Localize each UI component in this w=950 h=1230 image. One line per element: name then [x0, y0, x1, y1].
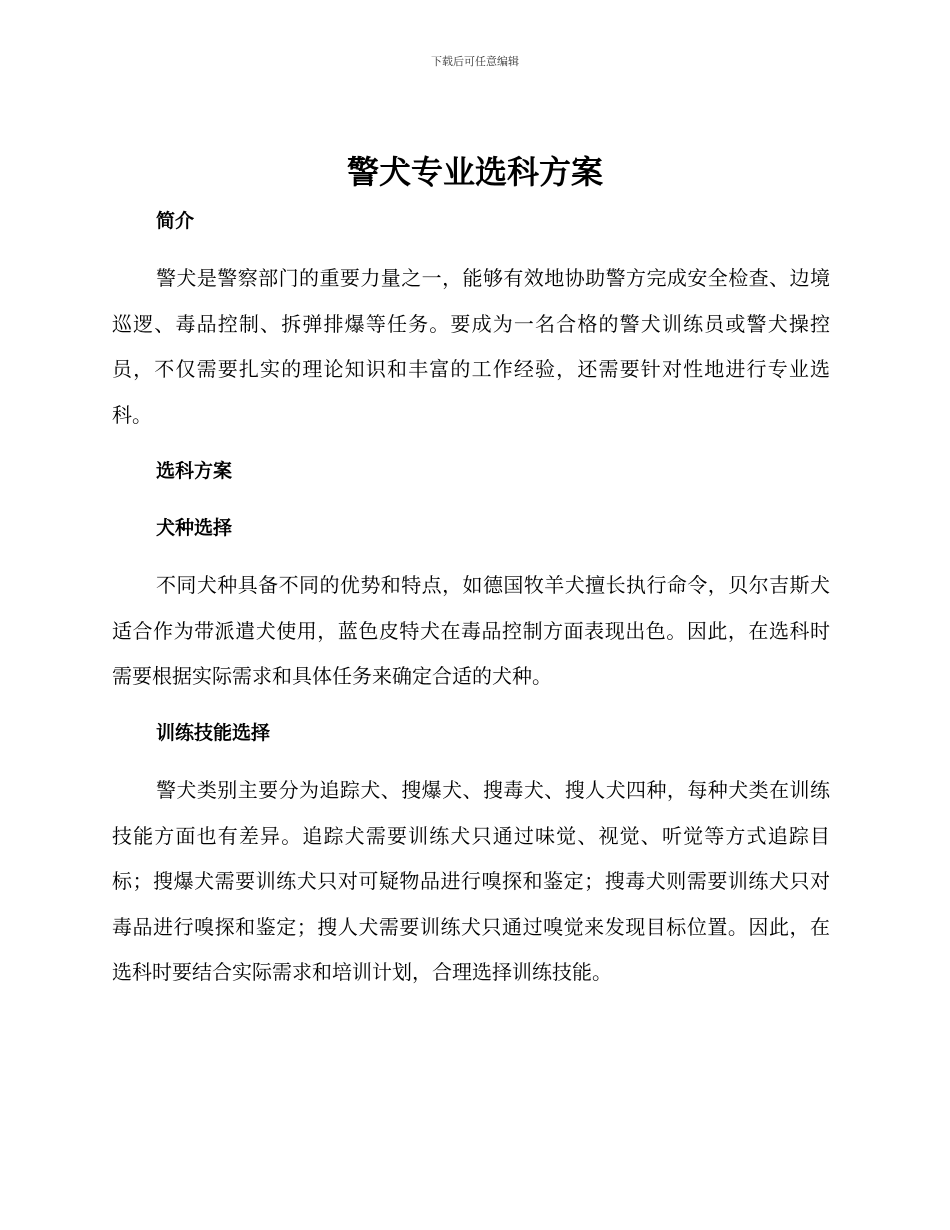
section-heading-intro: 简介: [156, 210, 195, 232]
paragraph-breed: 不同犬种具备不同的优势和特点，如德国牧羊犬擅长执行命令，贝尔吉斯犬适合作为带派遣犬使用，蓝色皮特犬在毒品控制方面表现出色。因此，在选科时需要根据实际需求和具体任务来确定合适的犬种。: [112, 573, 830, 688]
section-heading-skill: 训练技能选择: [156, 722, 271, 744]
paragraph-intro: 警犬是警察部门的重要力量之一，能够有效地协助警方完成安全检查、边境巡逻、毒品控制、拆弹排爆等任务。要成为一名合格的警犬训练员或警犬操控员，不仅需要扎实的理论知识和丰富的工作经验，还需要针对性地进行专业选科。: [112, 266, 830, 427]
section-heading-breed: 犬种选择: [156, 517, 233, 539]
paragraph-skill: 警犬类别主要分为追踪犬、搜爆犬、搜毒犬、搜人犬四种，每种犬类在训练技能方面也有差异。追踪犬需要训练犬只通过味觉、视觉、听觉等方式追踪目标；搜爆犬需要训练犬只对可疑物品进行嗅探和鉴定；搜毒犬则需要训练犬只对毒品进行嗅探和鉴定；搜人犬需要训练犬只通过嗅觉来发现目标位置。因此，在选科时要结合实际需求和培训计划，合理选择训练技能。: [112, 778, 830, 984]
section-heading-plan: 选科方案: [156, 460, 233, 482]
page-header-note: 下载后可任意编辑: [431, 55, 519, 68]
document-title: 警犬专业选科方案: [346, 153, 603, 191]
